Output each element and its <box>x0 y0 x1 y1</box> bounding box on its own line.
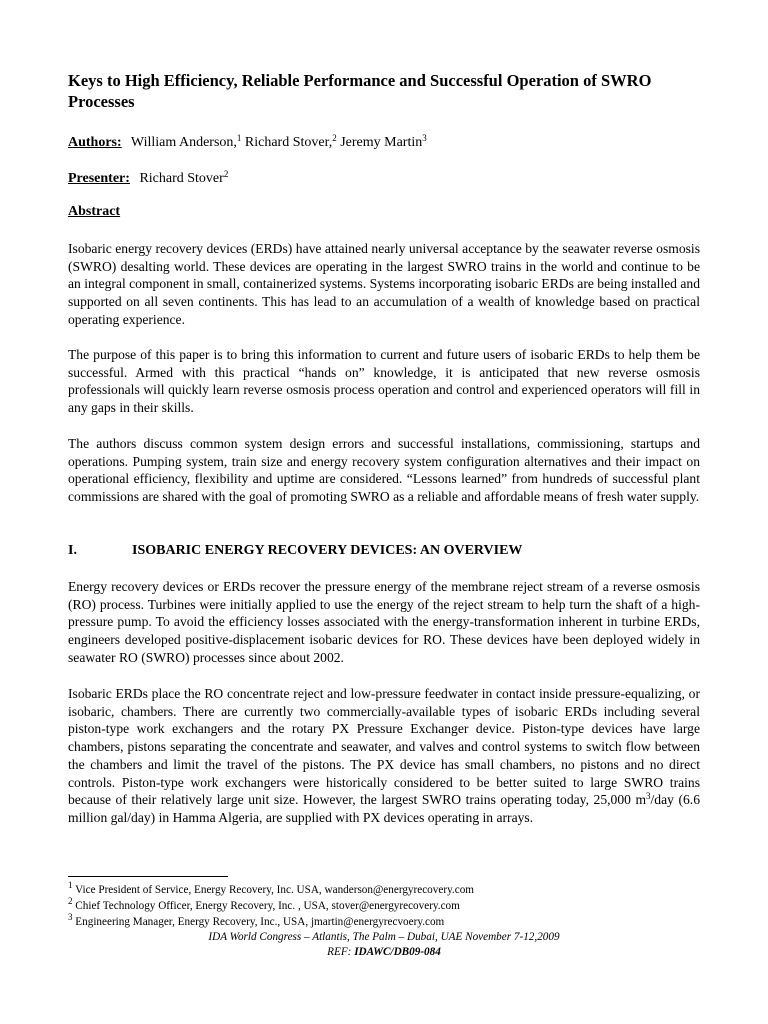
footnote-2 <box>68 896 460 913</box>
footnote-mark: 1 <box>68 880 73 890</box>
abstract-heading: Abstract <box>68 204 121 219</box>
footer-reference <box>68 945 700 959</box>
section-p2-text-end: /day (6.6 million gal/day) in Hamma Algeria, are supplied with PX devices operating in arrays. <box>68 792 700 825</box>
presenter-name: Richard Stover <box>139 171 224 186</box>
section-title: ISOBARIC ENERGY RECOVERY DEVICES: AN OVERVIEW <box>132 543 523 558</box>
section-paragraph-1: Energy recovery devices or ERDs recover the pressure energy of the membrane reject stream of a reverse osmosis (RO) process. Turbines were initially applied to use the energy of the reject stream to help turn the shaft of a high-pressure pump. To avoid the efficiency losses associated with the energy-transformation inherent in turbine ERDs, engineers developed positive-displacement isobaric devices for RO. These devices have been deployed widely in seawater RO (SWRO) processes since about 2002. <box>68 579 700 665</box>
author-mark: 1 <box>236 133 242 143</box>
section-heading <box>68 543 522 559</box>
section-paragraph-2 <box>68 685 700 827</box>
abstract-paragraph-2: The purpose of this paper is to bring this information to current and future users of isobaric ERDs to help them be successful. Armed with this practical “hands on” knowledge, it is anticipated that new reverse osmosis professionals will quickly learn reverse osmosis process operation and control and experienced operators will fill in any gaps in their skills. <box>68 347 700 416</box>
footnote-3 <box>68 912 445 929</box>
presenter-label: Presenter: <box>68 171 130 186</box>
section-p2-superscript: 3 <box>646 791 651 802</box>
footnote-divider <box>68 876 228 877</box>
footer-ref-code: IDAWC/DB09-084 <box>354 946 441 958</box>
footnote-mark: 3 <box>68 912 73 922</box>
abstract-paragraph-3: The authors discuss common system design errors and successful installations, commissioning, startups and operations. Pumping system, train size and energy recovery system configuration alternatives and their impact on operational efficiency, flexibility and uptime are considered. “Lessons learned” from hundreds of successful plant commissions are shared with the goal of promoting SWRO as a reliable and affordable means of fresh water supply. <box>68 436 700 505</box>
author-name: Jeremy Martin <box>340 135 423 150</box>
section-p2-text: Isobaric ERDs place the RO concentrate reject and low-pressure feedwater in contact inside pressure-equalizing, or isobaric, chambers. There are currently two commercially-available types of isobaric ERDs including several piston-type work exchangers and the rotary PX Pressure Exchanger device. Piston-type devices have large chambers, pistons separating the concentrate and seawater, and valves and control systems to switch flow between the chambers and limit the travel of the pistons. The PX device has small chambers, no pistons and no direct controls. Piston-type work exchangers were historically considered to be better suited to large SWRO trains because of their relatively large unit size. However, the largest SWRO trains operating today, 25,000 m <box>68 686 700 808</box>
footnote-text: Chief Technology Officer, Energy Recovery, Inc. , USA, stover@energyrecovery.com <box>75 900 460 912</box>
author-name: Richard Stover, <box>244 135 333 150</box>
author-mark: 3 <box>422 133 427 143</box>
footer-ref-label: REF: <box>327 946 352 958</box>
footnote-text: Engineering Manager, Energy Recovery, Inc., USA, jmartin@energyrecvoery.com <box>75 916 445 928</box>
section-number: I. <box>68 543 77 558</box>
authors-line <box>68 134 427 152</box>
footnote-1 <box>68 880 474 897</box>
abstract-paragraph-1: Isobaric energy recovery devices (ERDs) have attained nearly universal acceptance by the seawater reverse osmosis (SWRO) desalting world. These devices are operating in the largest SWRO trains in the world and continue to be an integral component in small, containerized systems. Systems incorporating isobaric ERDs are being installed and supported on all seven continents. This has lead to an accumulation of a wealth of knowledge based on practical operating experience. <box>68 241 700 327</box>
paper-title: Keys to High Efficiency, Reliable Performance and Successful Operation of SWRO Processes <box>68 71 652 111</box>
author-name: William Anderson, <box>130 135 237 150</box>
authors-label: Authors: <box>68 135 122 150</box>
presenter-line <box>68 170 228 188</box>
footnote-mark: 2 <box>68 896 73 906</box>
footer-conference: IDA World Congress – Atlantis, The Palm – Dubai, UAE November 7-12,2009 <box>208 931 560 943</box>
presenter-mark: 2 <box>223 169 229 179</box>
author-mark: 2 <box>332 133 337 143</box>
footnote-text: Vice President of Service, Energy Recovery, Inc. USA, wanderson@energyrecovery.com <box>75 884 474 896</box>
